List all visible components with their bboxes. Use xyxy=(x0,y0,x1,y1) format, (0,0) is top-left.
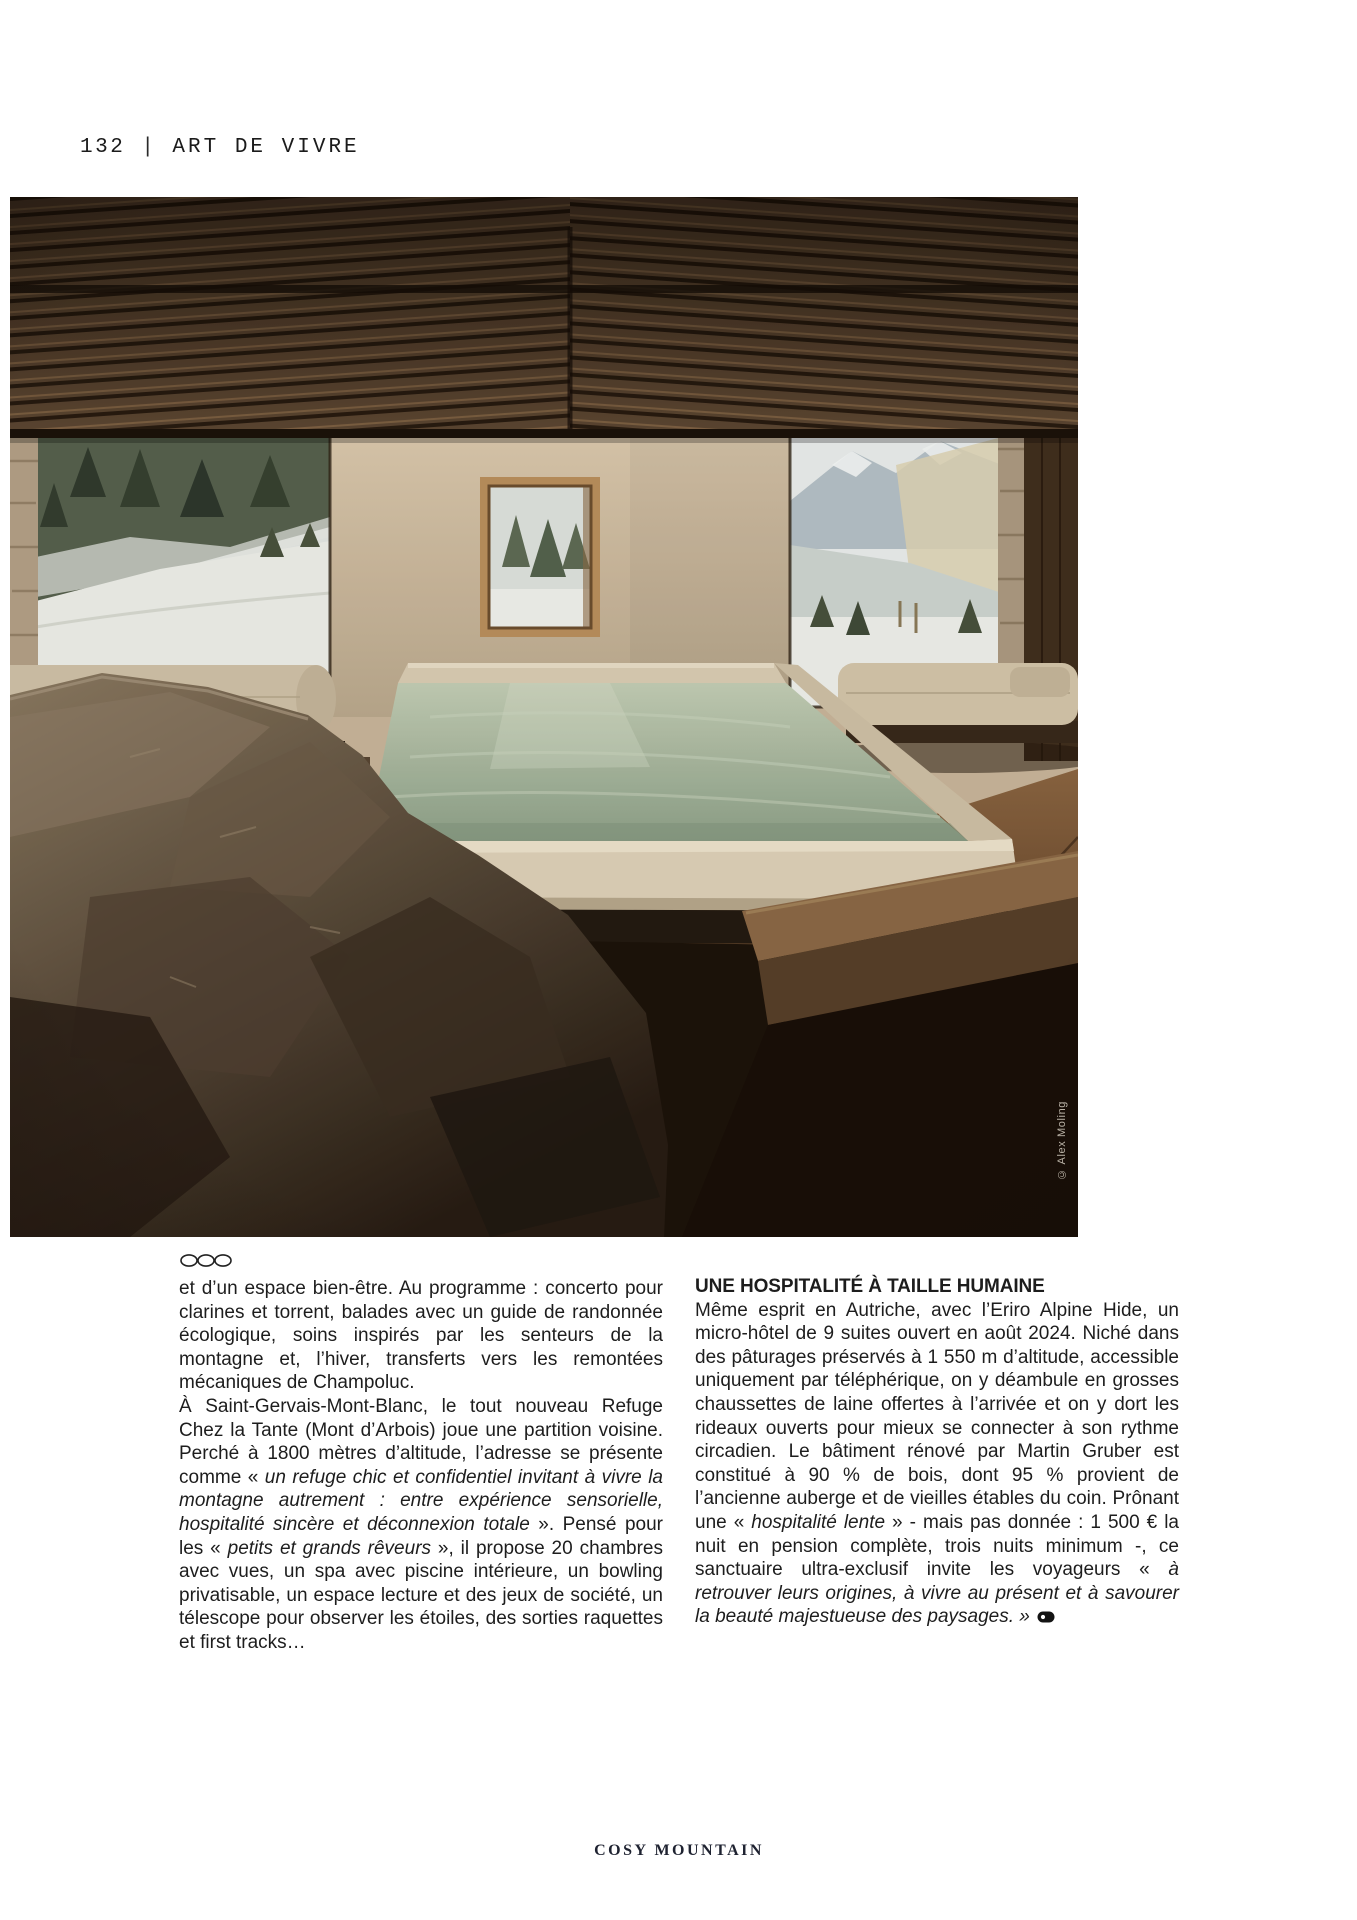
magazine-title-footer: COSY MOUNTAIN xyxy=(594,1842,764,1859)
right-column xyxy=(695,1251,1179,1655)
three-rings-ornament-icon xyxy=(180,1253,232,1268)
left-column xyxy=(179,1251,663,1655)
page-header xyxy=(80,136,360,159)
header-separator: | xyxy=(141,136,157,159)
paragraph-text: Même esprit en Autriche, avec l’Eriro Alpine Hide, un micro-hôtel de 9 suites ouvert en août 2024. Niché dans des pâturages préservés à 1 550 m d’altitude, accessible uniquement par téléphérique, on y déambule en grosses chaussettes de laine offertes à l’arrivée et on y dort les rideaux ouverts pour mieux se connecter à son rythme circadien. Le bâtiment rénové par Martin Gruber est constitué à 90 % de bois, dont 95 % provient de l’ancienne auberge et de vieilles étables du coin. Prônant une « hospitalité lente » - mais pas donnée : 1 500 € la nuit en pension complète, trois nuits minimum -, ce sanctuaire ultra-exclusif invite les voyageurs « à retrouver leurs origines, à vivre au présent et à savourer la beauté majestueuse des paysages. » xyxy=(695,1299,1180,1628)
section-title: ART DE VIVRE xyxy=(172,136,360,159)
paragraph: et d’un espace bien-être. Au programme : concerto pour clarines et torrent, balades avec un guide de randonnée écologique, soins inspirés par les senteurs de la montagne et, l’hiver, transferts vers les remontées mécaniques de Champoluc. xyxy=(179,1278,663,1394)
photo-credit: © Alex Moling xyxy=(1056,1100,1068,1180)
photo-illustration xyxy=(10,197,1078,1237)
article-photo xyxy=(10,197,1078,1237)
paragraph xyxy=(695,1299,1179,1629)
end-of-article-icon xyxy=(1037,1611,1055,1623)
article-body xyxy=(179,1251,1179,1655)
article-subheading: UNE HOSPITALITÉ À TAILLE HUMAINE xyxy=(695,1276,1045,1297)
paragraph: À Saint-Gervais-Mont-Blanc, le tout nouveau Refuge Chez la Tante (Mont d’Arbois) joue une partition voisine. Perché à 1800 mètres d’altitude, l’adresse se présente comme « un refuge chic et confidentiel invitant à vivre la montagne autrement : entre expérience sensorielle, hospitalité sincère et déconnexion totale ». Pensé pour les « petits et grands rêveurs », il propose 20 chambres avec vues, un spa avec piscine intérieure, un bowling privatisable, un espace lecture et des jeux de société, un télescope pour observer les étoiles, des sorties raquettes et first tracks… xyxy=(179,1395,663,1653)
page-number: 132 xyxy=(80,136,126,159)
